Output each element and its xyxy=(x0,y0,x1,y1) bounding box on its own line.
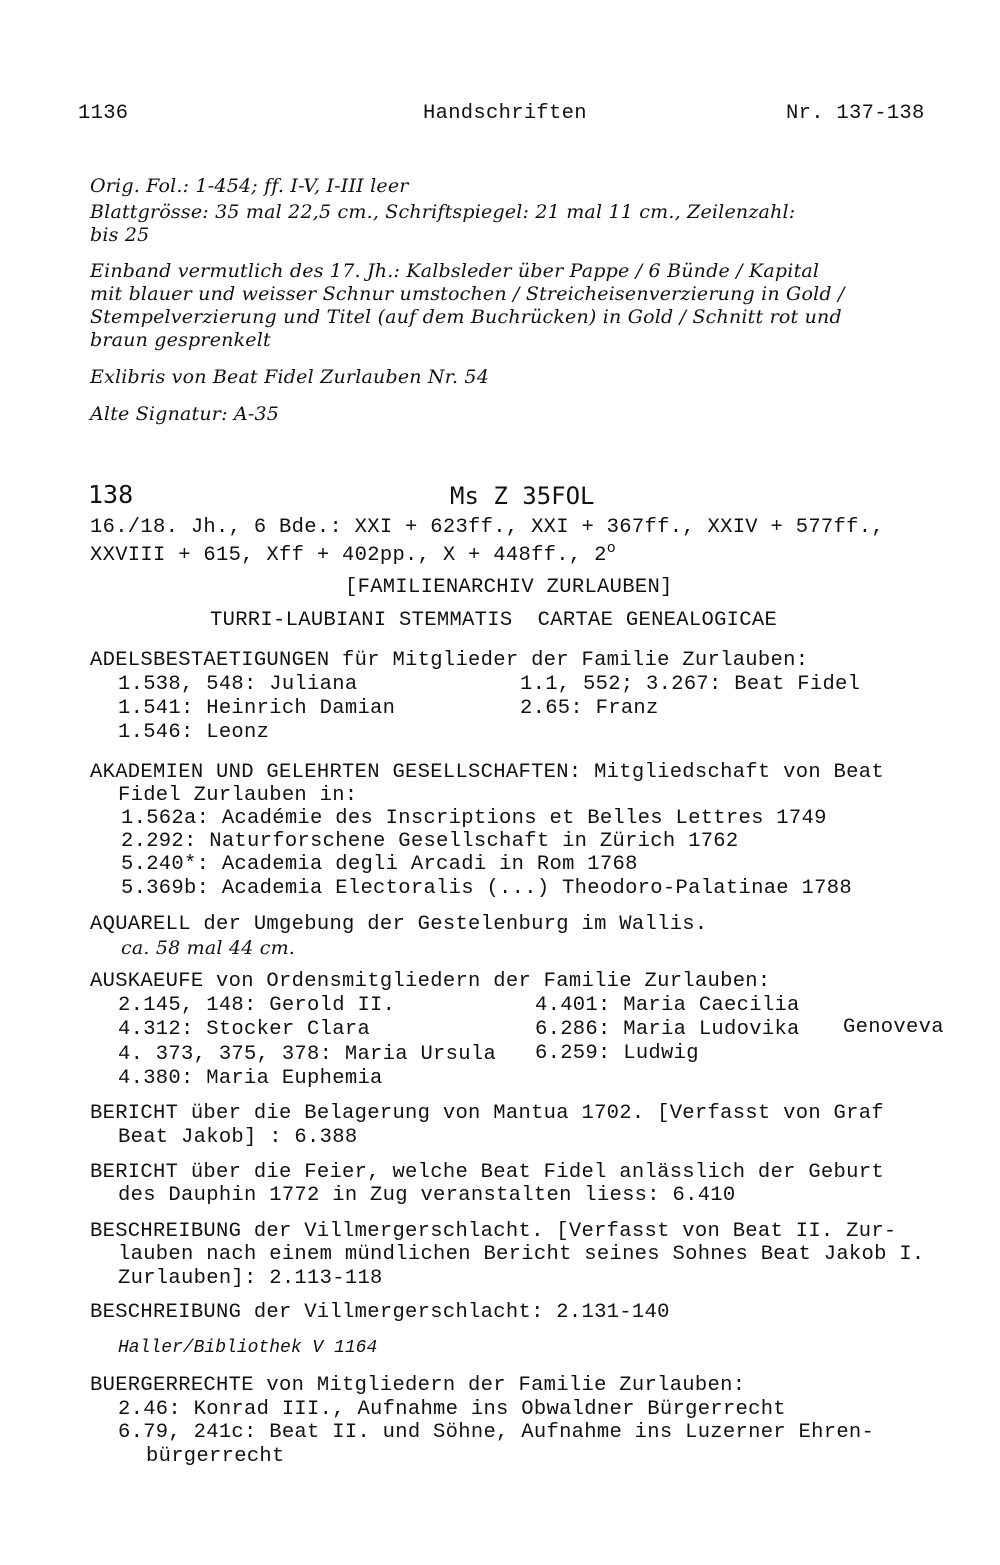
binding-line-1: Einband vermutlich des 17. Jh.: Kalbsleder über Pappe / 6 Bünde / Kapital xyxy=(90,260,820,282)
aquarell-heading: AQUARELL der Umgebung der Gestelenburg im Wallis. xyxy=(90,913,708,936)
running-title: Handschriften xyxy=(423,102,587,125)
ausk-item-cont: Genoveva xyxy=(843,1016,944,1039)
collection-title: TURRI-LAUBIANI STEMMATIS CARTAE GENEALOGICAE xyxy=(210,609,778,632)
bericht-feier-cont: des Dauphin 1772 in Zug veranstalten liess: 6.410 xyxy=(118,1184,736,1207)
ausk-item: 4.380: Maria Euphemia xyxy=(118,1067,383,1090)
entry-description-2-text: XXVIII + 615, Xff + 402pp., X + 448ff., 2 xyxy=(90,543,607,567)
beschreibung-villmergen-2: BESCHREIBUNG der Villmergerschlacht: 2.131-140 xyxy=(90,1301,670,1324)
shelfmark: Ms Z 35FOL xyxy=(450,482,595,510)
ausk-item: 4.401: Maria Caecilia xyxy=(535,994,800,1017)
ausk-item: 6.259: Ludwig xyxy=(535,1042,699,1065)
akad-item: 2.292: Naturforschene Gesellschaft in Zürich 1762 xyxy=(121,830,739,853)
beschreibung-villmergen-cont: lauben nach einem mündlichen Bericht seines Sohnes Beat Jakob I. xyxy=(118,1243,925,1266)
binding-line-4: braun gesprenkelt xyxy=(90,329,271,351)
leaf-size-cont: bis 25 xyxy=(90,224,150,246)
ausk-item: 4.312: Stocker Clara xyxy=(118,1018,371,1041)
ausk-item: 4. 373, 375, 378: Maria Ursula xyxy=(118,1043,497,1066)
leaf-size: Blattgrösse: 35 mal 22,5 cm., Schriftspiegel: 21 mal 11 cm., Zeilenzahl: xyxy=(90,201,796,223)
binding-line-2: mit blauer und weisser Schnur umstochen / Streicheisenverzierung in Gold / xyxy=(90,283,845,305)
buerger-item-cont: bürgerrecht xyxy=(146,1445,285,1468)
beschreibung-villmergen: BESCHREIBUNG der Villmergerschlacht. [Verfasst von Beat II. Zur- xyxy=(90,1220,897,1243)
exlibris: Exlibris von Beat Fidel Zurlauben Nr. 54 xyxy=(90,366,490,388)
entry-description-1: 16./18. Jh., 6 Bde.: XXI + 623ff., XXI + 367ff., XXIV + 577ff., xyxy=(90,516,884,539)
adels-item: 1.541: Heinrich Damian xyxy=(118,697,396,720)
archive-title: [FAMILIENARCHIV ZURLAUBEN] xyxy=(345,576,673,599)
buerger-item: 6.79, 241c: Beat II. und Söhne, Aufnahme ins Luzerner Ehren- xyxy=(118,1421,875,1444)
format-superscript: o xyxy=(606,540,616,557)
aquarell-size: ca. 58 mal 44 cm. xyxy=(121,937,296,959)
binding-line-3: Stempelverzierung und Titel (auf dem Buchrücken) in Gold / Schnitt rot und xyxy=(90,306,842,328)
entry-number: 138 xyxy=(88,480,134,509)
old-shelfmark: Alte Signatur: A-35 xyxy=(90,403,280,425)
ausk-item: 6.286: Maria Ludovika xyxy=(535,1018,800,1041)
bibliography-reference: Haller/Bibliothek V 1164 xyxy=(118,1338,378,1358)
akad-item: 5.369b: Academia Electoralis (...) Theodoro-Palatinae 1788 xyxy=(121,877,852,900)
ausk-heading: AUSKAEUFE von Ordensmitgliedern der Familie Zurlauben: xyxy=(90,970,771,993)
bericht-mantua: BERICHT über die Belagerung von Mantua 1702. [Verfasst von Graf xyxy=(90,1102,884,1125)
adels-heading: ADELSBESTAETIGUNGEN für Mitglieder der Familie Zurlauben: xyxy=(90,649,809,672)
page-number: 1136 xyxy=(78,102,129,125)
adels-item: 1.538, 548: Juliana xyxy=(118,673,358,696)
akad-item: 5.240*: Academia degli Arcadi in Rom 1768 xyxy=(121,853,638,876)
entry-range: Nr. 137-138 xyxy=(786,102,925,125)
adels-item: 2.65: Franz xyxy=(520,697,659,720)
adels-item: 1.1, 552; 3.267: Beat Fidel xyxy=(520,673,861,696)
buerger-heading: BUERGERRECHTE von Mitgliedern der Familie Zurlauben: xyxy=(90,1374,746,1397)
ausk-item: 2.145, 148: Gerold II. xyxy=(118,994,396,1017)
adels-item: 1.546: Leonz xyxy=(118,721,270,744)
akad-item: 1.562a: Académie des Inscriptions et Belles Lettres 1749 xyxy=(121,807,827,830)
buerger-item: 2.46: Konrad III., Aufnahme ins Obwaldner Bürgerrecht xyxy=(118,1398,786,1421)
orig-foliation: Orig. Fol.: 1-454; ff. I-V, I-III leer xyxy=(90,175,409,197)
akad-heading-cont: Fidel Zurlauben in: xyxy=(118,784,358,807)
akad-heading: AKADEMIEN UND GELEHRTEN GESELLSCHAFTEN: Mitgliedschaft von Beat xyxy=(90,761,884,784)
beschreibung-villmergen-cont: Zurlauben]: 2.113-118 xyxy=(118,1267,383,1290)
bericht-feier: BERICHT über die Feier, welche Beat Fidel anlässlich der Geburt xyxy=(90,1161,884,1184)
bericht-mantua-cont: Beat Jakob] : 6.388 xyxy=(118,1126,358,1149)
entry-description-2 xyxy=(90,540,616,567)
